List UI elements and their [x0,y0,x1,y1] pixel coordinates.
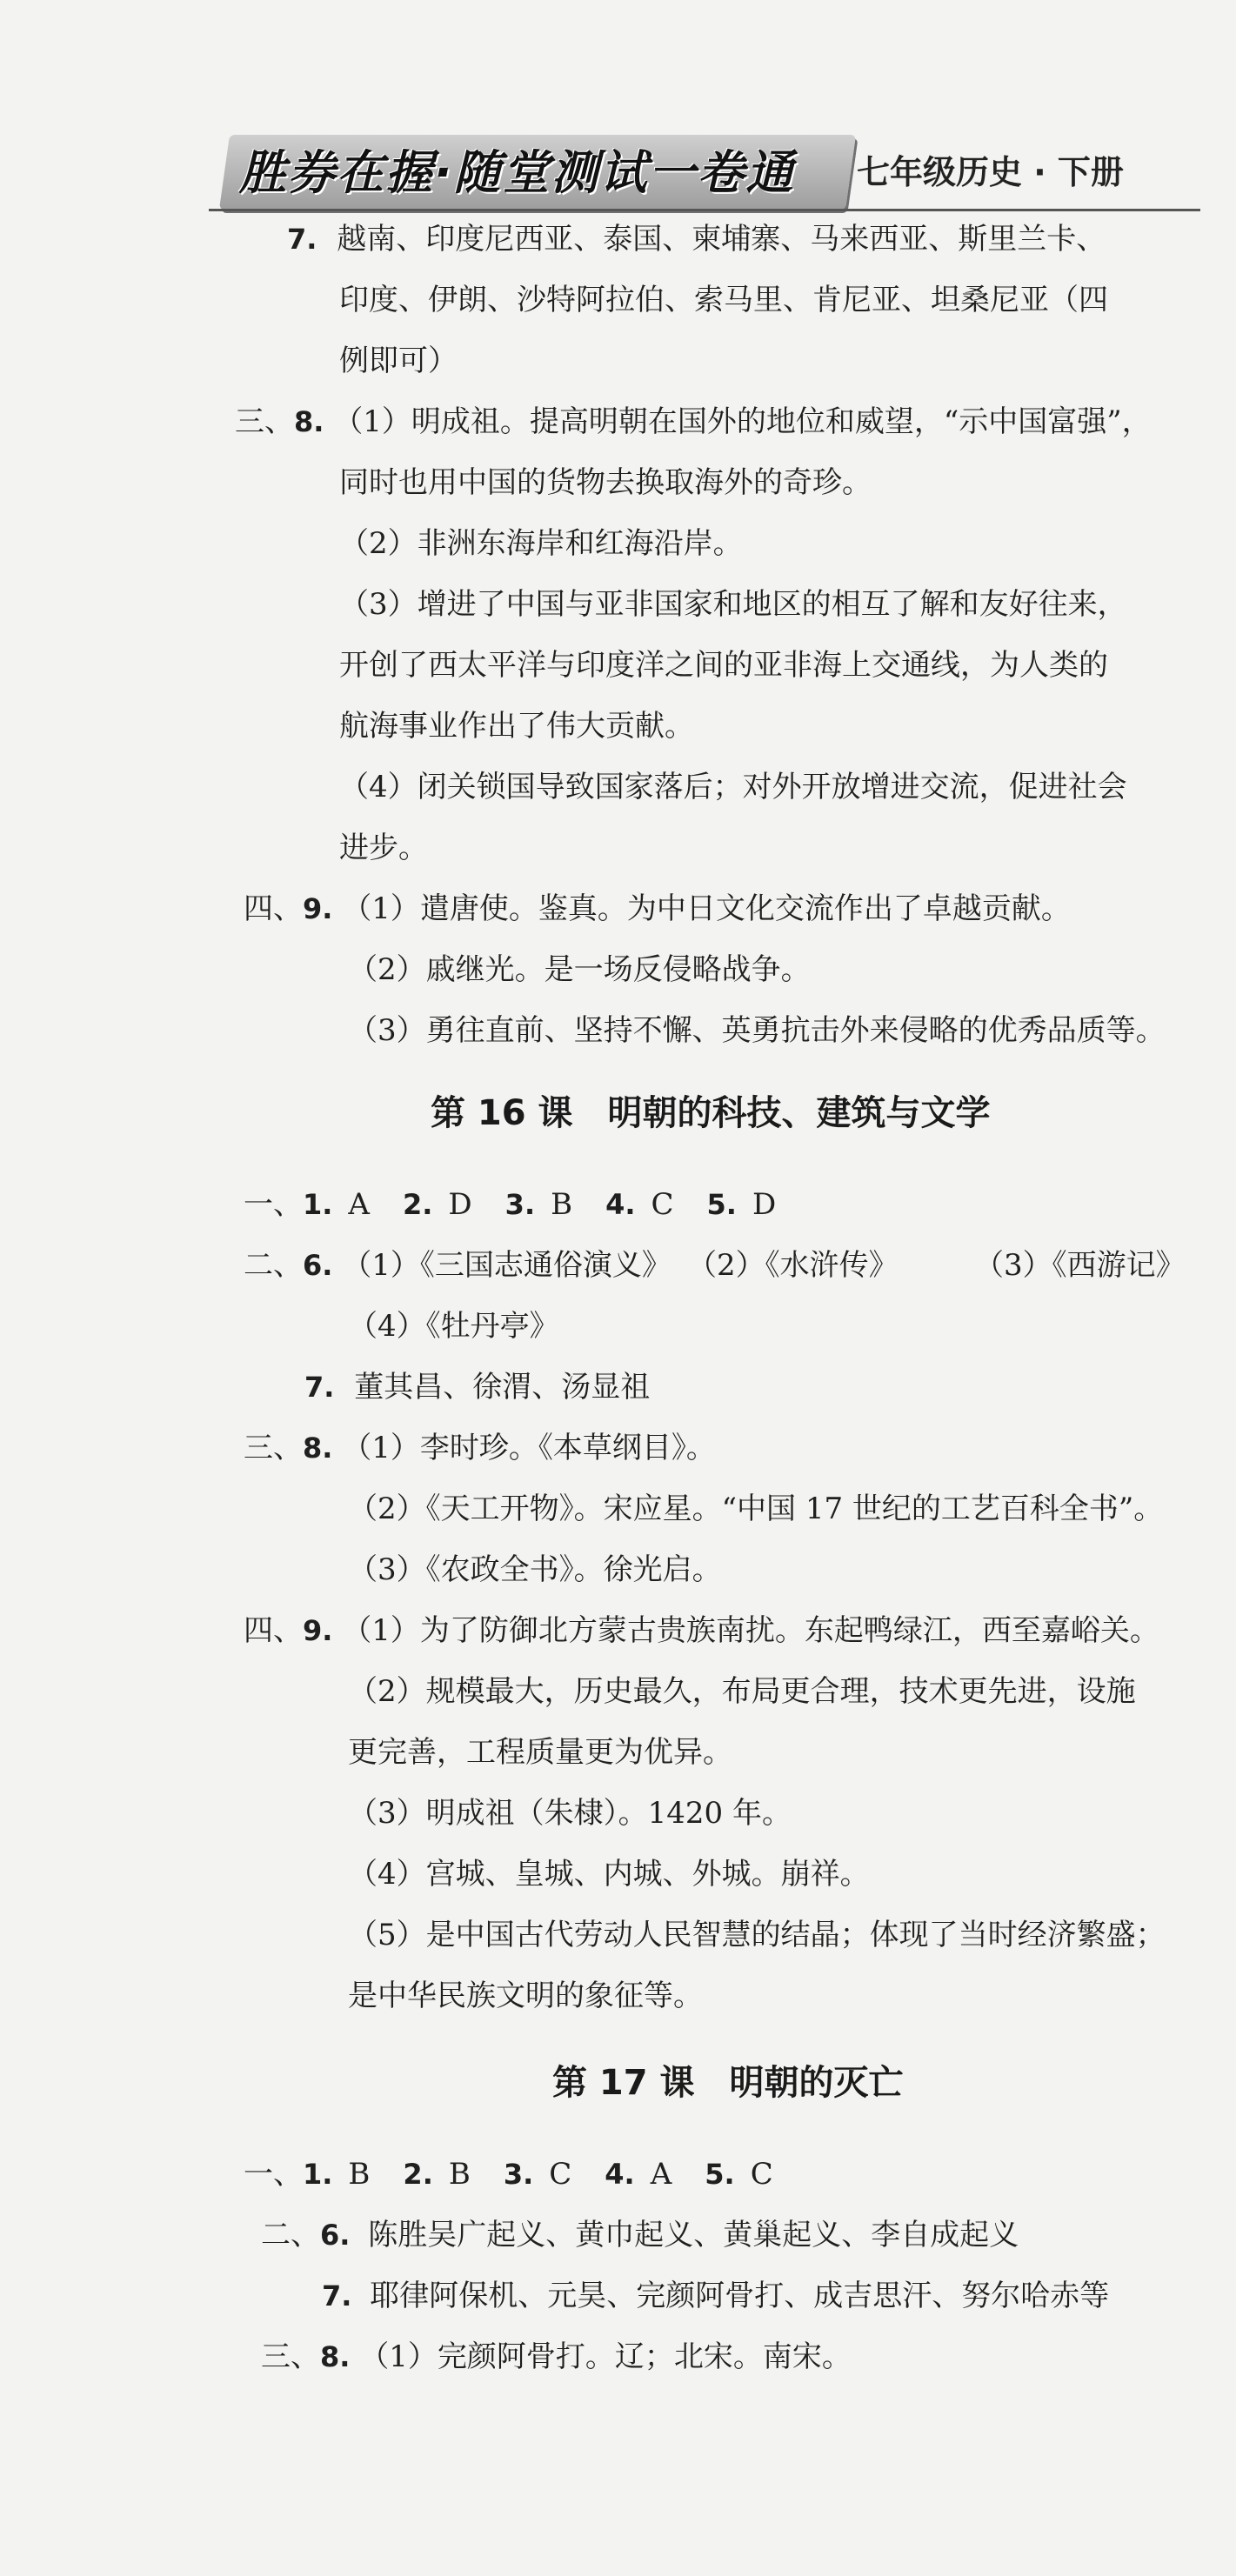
answer-line: （4）闭关锁国导致国家落后；对外开放增进交流，促进社会 [339,770,1127,804]
section-label: 二、 [244,1248,303,1283]
banner-title: 胜券在握·随堂测试一卷通 [239,145,795,200]
question-number: 8. [320,2340,351,2373]
section-label: 四、 [244,1613,303,1648]
question-number: 5. [706,1188,737,1221]
answer-line [235,391,1152,452]
answer-line: （3）增进了中国与亚非国家和地区的相互了解和友好往来， [339,587,1127,622]
answer-line: （2）《水浒传》 [687,1248,899,1283]
answer-text: （1）《三国志通俗演义》 [342,1248,671,1283]
question-number: 9. [303,1614,333,1647]
answer-line [244,1235,671,1296]
question-number: 8. [303,1431,333,1465]
question-number: 1. [303,1188,333,1221]
answer-line: （2）规模最大，历史最久，布局更合理，技术更先进，设施 [348,1674,1136,1709]
question-number: 6. [303,1249,333,1282]
answer-text: 耶律阿保机、元昊、完颜阿骨打、成吉思汗、努尔哈赤等 [370,2279,1110,2313]
section-label: 三、 [244,1431,303,1465]
answer-text: （1）完颜阿骨打。辽；北宋。南宋。 [359,2339,852,2374]
section-label: 二、 [261,2218,320,2252]
answer-line: 开创了西太平洋与印度洋之间的亚非海上交通线，为人类的 [339,648,1108,683]
answer-line: （2）非洲东海岸和红海沿岸。 [339,526,743,561]
answer-text: （1）为了防御北方蒙古贵族南扰。东起鸭绿江，西至嘉峪关。 [342,1613,1159,1648]
question-number: 5. [705,2158,735,2191]
answer-text: 董其昌、徐渭、汤显祖 [354,1370,651,1405]
choice-answer: D [448,1187,472,1222]
section-label: 一、 [244,1187,303,1222]
answer-text: 陈胜吴广起义、黄巾起义、黄巢起义、李自成起义 [368,2218,1019,2252]
answer-line [304,1357,650,1418]
answer-line [322,2266,1109,2326]
answer-line: 印度、伊朗、沙特阿拉伯、索马里、肯尼亚、坦桑尼亚（四 [339,283,1108,317]
question-number: 2. [403,2158,433,2191]
lesson-16-title: 第 16 课 明朝的科技、建筑与文学 [431,1093,991,1133]
choice-answer: C [549,2157,572,2192]
answer-line: （3）勇往直前、坚持不懈、英勇抗击外来侵略的优秀品质等。 [348,1013,1166,1048]
choice-answer: A [348,1187,370,1222]
answer-line: （3）明成祖（朱棣）。1420 年。 [348,1796,792,1831]
answer-line: （2）戚继光。是一场反侵略战争。 [348,952,811,987]
answer-line: 航海事业作出了伟大贡献。 [339,709,694,744]
answer-line: 例即可） [339,344,458,378]
answer-line [244,1600,1159,1661]
section-label: 一、 [244,2157,303,2192]
answer-line: 更完善，工程质量更为优异。 [348,1735,732,1770]
answer-line: （3）《西游记》 [974,1248,1186,1283]
question-number: 4. [605,1188,636,1221]
grade-subject-label: 七年级历史 · 下册 [857,153,1124,191]
question-number: 1. [303,2158,333,2191]
choice-answer: C [651,1187,674,1222]
question-number: 7. [287,223,317,256]
question-number: 7. [304,1371,335,1404]
section-label: 四、 [244,891,303,926]
section-label: 三、 [261,2339,320,2374]
choice-answer: C [750,2157,773,2192]
answer-line: 是中华民族文明的象征等。 [348,1979,703,2013]
answer-line [244,878,1071,939]
answer-line: 进步。 [339,831,428,865]
question-number: 3. [504,1188,536,1221]
answer-text: （1）明成祖。提高明朝在国外的地位和威望，“示中国富强”， [333,404,1152,439]
answer-line: （5）是中国古代劳动人民智慧的结晶；体现了当时经济繁盛； [348,1918,1166,1952]
answer-line: （4）《牡丹亭》 [348,1309,559,1344]
question-number: 6. [320,2219,351,2252]
question-number: 7. [322,2279,352,2312]
answer-line: （4）宫城、皇城、内城、外城。崩祥。 [348,1857,870,1892]
answer-line [287,209,1106,270]
answer-line: （2）《天工开物》。宋应星。“中国 17 世纪的工艺百科全书”。 [348,1492,1164,1526]
answer-line: 同时也用中国的货物去换取海外的奇珍。 [339,465,872,500]
choice-answer: B [348,2157,371,2192]
choice-answer: B [448,2157,471,2192]
answer-line [244,1418,716,1478]
choice-answer: B [551,1187,573,1222]
lesson-17-title: 第 17 课 明朝的灭亡 [552,2063,904,2103]
question-number: 4. [605,2158,635,2191]
question-number: 8. [294,405,324,438]
answer-text: （1）李时珍。《本草纲目》。 [342,1431,716,1465]
answer-line [261,2205,1019,2266]
page-header [0,0,1236,226]
choice-answer: A [650,2157,672,2192]
answer-line: （3）《农政全书》。徐光启。 [348,1552,722,1587]
choice-answer: D [752,1187,777,1222]
mc-answer-row [244,1174,809,1235]
answer-line [261,2326,852,2387]
answer-text: （1）遣唐使。鉴真。为中日文化交流作出了卓越贡献。 [342,891,1071,926]
mc-answer-row [244,2144,806,2205]
question-number: 2. [402,1188,433,1221]
section-label: 三、 [235,404,294,439]
question-number: 9. [303,892,333,925]
answer-text: 越南、印度尼西亚、泰国、柬埔寨、马来西亚、斯里兰卡、 [337,222,1106,257]
question-number: 3. [503,2158,534,2191]
